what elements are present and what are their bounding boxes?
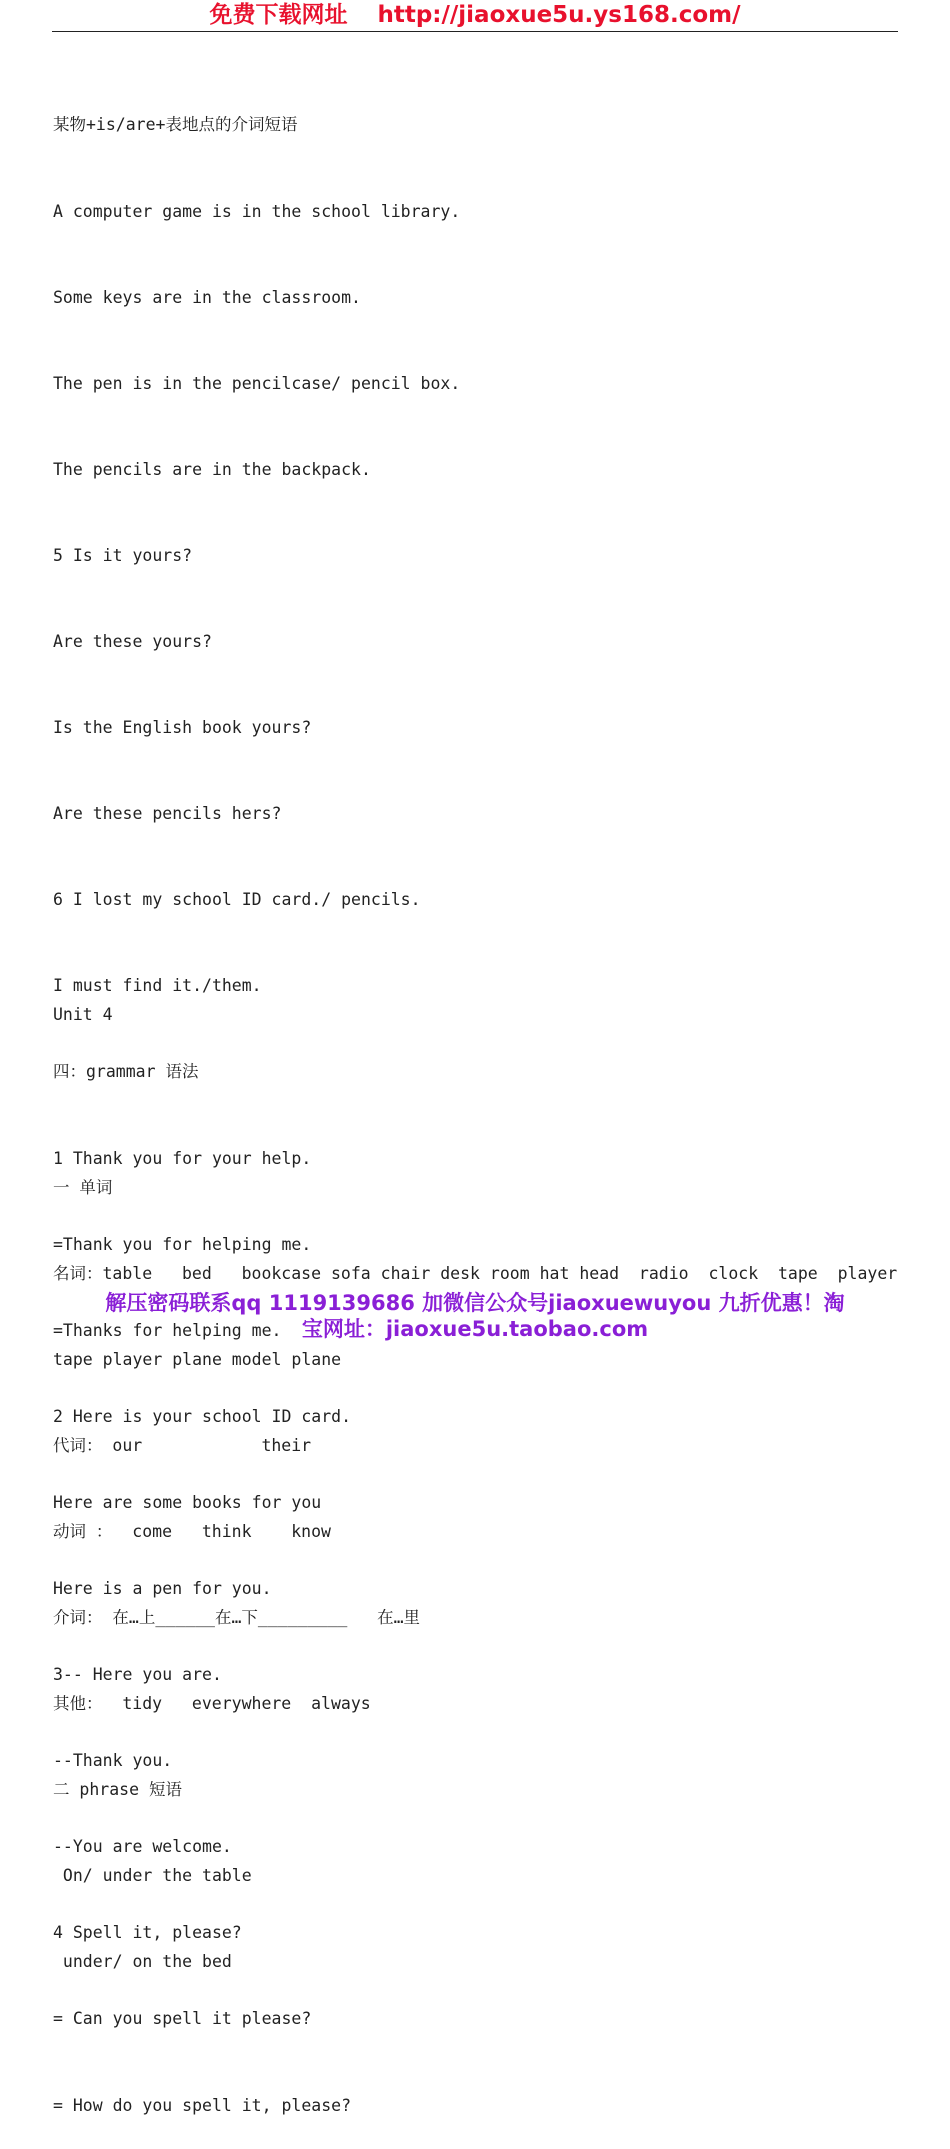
footer-line-1: 解压密码联系qq 1119139686 加微信公众号jiaoxuewuyou 九折优惠！淘: [105, 1291, 845, 1315]
unit-section: [53, 944, 923, 2006]
nouns-line-continued: tape player plane model plane: [53, 1349, 342, 1369]
text-line: A computer game is in the school library.: [53, 201, 461, 221]
text-line: --Thank you.: [53, 1751, 173, 1771]
text-line: The pen is in the pencilcase/ pencil box.: [53, 373, 461, 393]
header-url[interactable]: http://jiaoxue5u.ys168.com/: [377, 2, 741, 28]
text-line: Here is a pen for you.: [53, 1579, 272, 1598]
nouns-line: 名词：table bed bookcase sofa chair desk room hat head radio clock tape player: [53, 1263, 898, 1283]
prepositions-line: 介词： 在…上______在…下_________ 在…里: [53, 1608, 421, 1628]
text-line: Are these pencils hers?: [53, 804, 282, 824]
text-line: I must find it./them.: [53, 976, 262, 996]
footer-line-2[interactable]: 宝网址：jiaoxue5u.taobao.com: [301, 1317, 649, 1341]
text-line: 3-- Here you are.: [53, 1665, 222, 1685]
text-line: = How do you spell it, please?: [53, 2095, 352, 2115]
text-line: --You are welcome.: [53, 1837, 232, 1857]
text-line: 1 Thank you for your help.: [53, 1148, 312, 1168]
text-line: 某物+is/are+表地点的介词短语: [53, 115, 298, 135]
unit-title: Unit 4: [53, 1005, 113, 1025]
text-line: Are these yours?: [53, 631, 212, 651]
page-footer: [0, 1290, 950, 1342]
section-heading-words: 一 单词: [53, 1177, 113, 1197]
phrase-line: under/ on the bed: [53, 1952, 232, 1972]
text-line: Is the English book yours?: [53, 718, 312, 738]
text-line: 2 Here is your school ID card.: [53, 1406, 352, 1426]
text-line: =Thank you for helping me.: [53, 1234, 312, 1254]
text-line: = Can you spell it please?: [53, 2009, 312, 2029]
text-line: 四：grammar 语法: [53, 1062, 199, 1082]
text-line: 5 Is it yours?: [53, 545, 193, 565]
header-label: 免费下载网址: [209, 2, 348, 28]
text-line: Here are some books for you: [53, 1492, 322, 1512]
text-line: 6 I lost my school ID card./ pencils.: [53, 890, 421, 910]
text-line: 4 Spell it, please?: [53, 1923, 242, 1943]
pronouns-line: 代词： our their: [53, 1435, 312, 1455]
phrase-line: On/ under the table: [53, 1866, 252, 1886]
text-line: The pencils are in the backpack.: [53, 459, 371, 479]
page-header: [52, 0, 898, 32]
section-heading-phrases: 二 phrase 短语: [53, 1780, 182, 1800]
text-line: =Thanks for helping me.: [53, 1320, 282, 1340]
text-line: Some keys are in the classroom.: [53, 287, 361, 307]
verbs-line: 动词 ： come think know: [53, 1521, 331, 1541]
others-line: 其他： tidy everywhere always: [53, 1694, 371, 1714]
